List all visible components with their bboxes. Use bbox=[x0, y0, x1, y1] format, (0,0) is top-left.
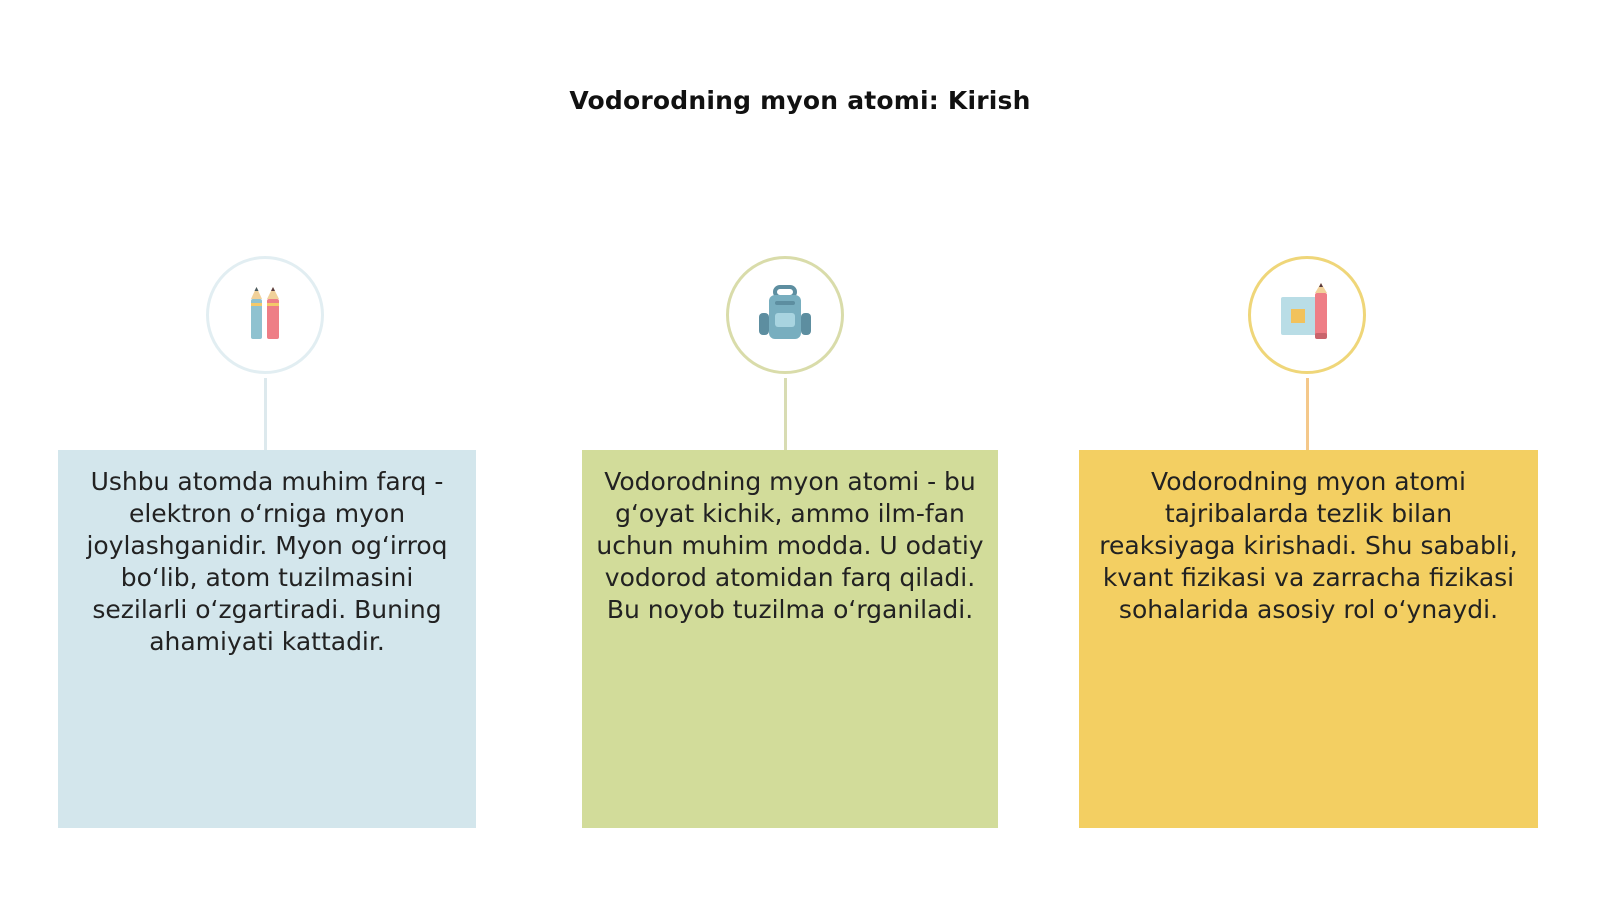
info-card-2-text: Vodorodning myon atomi - bu g‘oyat kichik, ammo ilm-fan uchun muhim modda. U odatiy vodorod atomidan farq qiladi. Bu noyob tuzilma o‘rganiladi. bbox=[596, 467, 984, 624]
info-card-2 bbox=[582, 450, 998, 828]
connector-1 bbox=[264, 378, 267, 450]
info-card-3-text: Vodorodning myon atomi tajribalarda tezlik bilan reaksiyaga kirishadi. Shu sababli, kvant fizikasi va zarracha fizikasi sohalarida asosiy rol o‘ynaydi. bbox=[1099, 467, 1518, 624]
info-card-3 bbox=[1079, 450, 1538, 828]
backpack-icon bbox=[753, 283, 817, 347]
picture-and-pencil-icon bbox=[1275, 283, 1339, 347]
connector-2 bbox=[784, 378, 787, 450]
icon-circle-3 bbox=[1248, 256, 1366, 374]
info-card-1-text: Ushbu atomda muhim farq - elektron o‘rniga myon joylashganidir. Myon og‘irroq bo‘lib, atom tuzilmasini sezilarli o‘zgartiradi. Buning ahamiyati kattadir. bbox=[86, 467, 448, 656]
icon-circle-2 bbox=[726, 256, 844, 374]
pencils-icon bbox=[235, 285, 295, 345]
slide-title: Vodorodning myon atomi: Kirish bbox=[569, 86, 1031, 115]
connector-3 bbox=[1306, 378, 1309, 450]
icon-circle-1 bbox=[206, 256, 324, 374]
info-card-1 bbox=[58, 450, 476, 828]
